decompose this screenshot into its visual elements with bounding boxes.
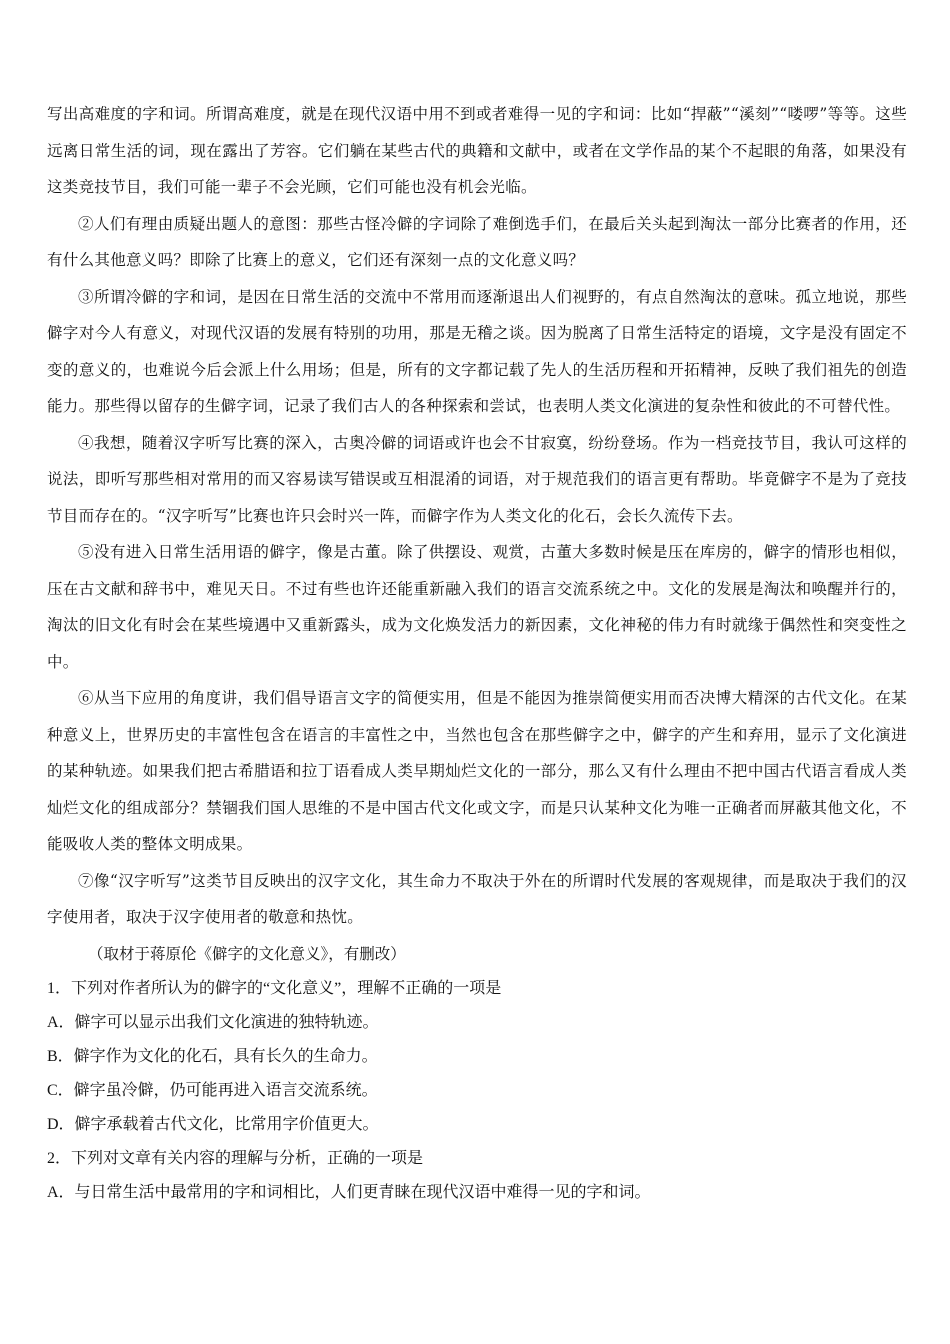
article-paragraph-5: ⑤没有进入日常生活用语的僻字，像是古董。除了供摆设、观赏，古董大多数时候是压在库房的，僻字的情形也相似，压在古文献和辞书中，难见天日。不过有些也许还能重新融入我们的语言交流系统之中。文化的发展是淘汰和唤醒并行的，淘汰的旧文化有时会在某些境遇中又重新露头，成为文化焕发活力的新因素，文化神秘的伟力有时就缘于偶然性和突变性之中。	[47, 543, 907, 671]
question-1-option-d: D．僻字承载着古代文化，比常用字价值更大。	[47, 1116, 379, 1133]
article-paragraph-2: ②人们有理由质疑出题人的意图：那些古怪冷僻的字词除了难倒选手们，在最后关头起到淘汰一部分比赛者的作用，还有什么其他意义吗？即除了比赛上的意义，它们还有深刻一点的文化意义吗？	[47, 214, 907, 269]
question-2-stem: 2．下列对文章有关内容的理解与分析，正确的一项是	[47, 1150, 424, 1167]
question-1-option-c: C．僻字虽冷僻，仍可能再进入语言交流系统。	[47, 1082, 378, 1099]
article-paragraph-4: ④我想，随着汉字听写比赛的深入，古奥冷僻的词语或许也会不甘寂寞，纷纷登场。作为一档竞技节目，我认可这样的说法，即听写那些相对常用的而又容易读写错误或互相混淆的词语，对于规范我们的语言更有帮助。毕竟僻字不是为了竞技节目而存在的。“汉字听写”比赛也许只会时兴一阵，而僻字作为人类文化的化石，会长久流传下去。	[47, 433, 907, 525]
article-paragraph-6: ⑥从当下应用的角度讲，我们倡导语言文字的简便实用，但是不能因为推崇简便实用而否决博大精深的古代文化。在某种意义上，世界历史的丰富性包含在语言的丰富性之中，当然也包含在那些僻字之中，僻字的产生和弃用，显示了文化演进的某种轨迹。如果我们把古希腊语和拉丁语看成人类早期灿烂文化的一部分，那么又有什么理由不把中国古代语言看成人类灿烂文化的组成部分？禁锢我们国人思维的不是中国古代文化或文字，而是只认某种文化为唯一正确者而屏蔽其他文化，不能吸收人类的整体文明成果。	[47, 689, 907, 853]
document-page	[47, 96, 907, 1210]
article-paragraph-1-continued: 写出高难度的字和词。所谓高难度，就是在现代汉语中用不到或者难得一见的字和词：比如“捍蔽”“溪刻”“喽啰”等等。这些远离日常生活的词，现在露出了芳容。它们躺在某些古代的典籍和文献中，或者在文学作品的某个不起眼的角落，如果没有这类竞技节目，我们可能一辈子不会光顾，它们可能也没有机会光临。	[47, 105, 907, 196]
source-citation: （取材于蒋原伦《僻字的文化意义》，有删改）	[88, 944, 406, 963]
article-paragraph-7: ⑦像“汉字听写”这类节目反映出的汉字文化，其生命力不取决于外在的所谓时代发展的客观规律，而是取决于我们的汉字使用者，取决于汉字使用者的敬意和热忱。	[47, 871, 907, 926]
question-1-stem: 1．下列对作者所认为的僻字的“文化意义”，理解不正确的一项是	[47, 980, 502, 997]
question-2-option-a: A．与日常生活中最常用的字和词相比，人们更青睐在现代汉语中难得一见的字和词。	[47, 1184, 651, 1201]
article-paragraph-3: ③所谓冷僻的字和词，是因在日常生活的交流中不常用而逐渐退出人们视野的，有点自然淘汰的意味。孤立地说，那些僻字对今人有意义，对现代汉语的发展有特别的功用，那是无稽之谈。因为脱离了日常生活特定的语境，文字是没有固定不变的意义的，也难说今后会派上什么用场；但是，所有的文字都记载了先人的生活历程和开拓精神，反映了我们祖先的创造能力。那些得以留存的生僻字词，记录了我们古人的各种探索和尝试，也表明人类文化演进的复杂性和彼此的不可替代性。	[47, 287, 907, 415]
question-1-option-b: B．僻字作为文化的化石，具有长久的生命力。	[47, 1048, 378, 1065]
question-1-option-a: A．僻字可以显示出我们文化演进的独特轨迹。	[47, 1014, 379, 1031]
